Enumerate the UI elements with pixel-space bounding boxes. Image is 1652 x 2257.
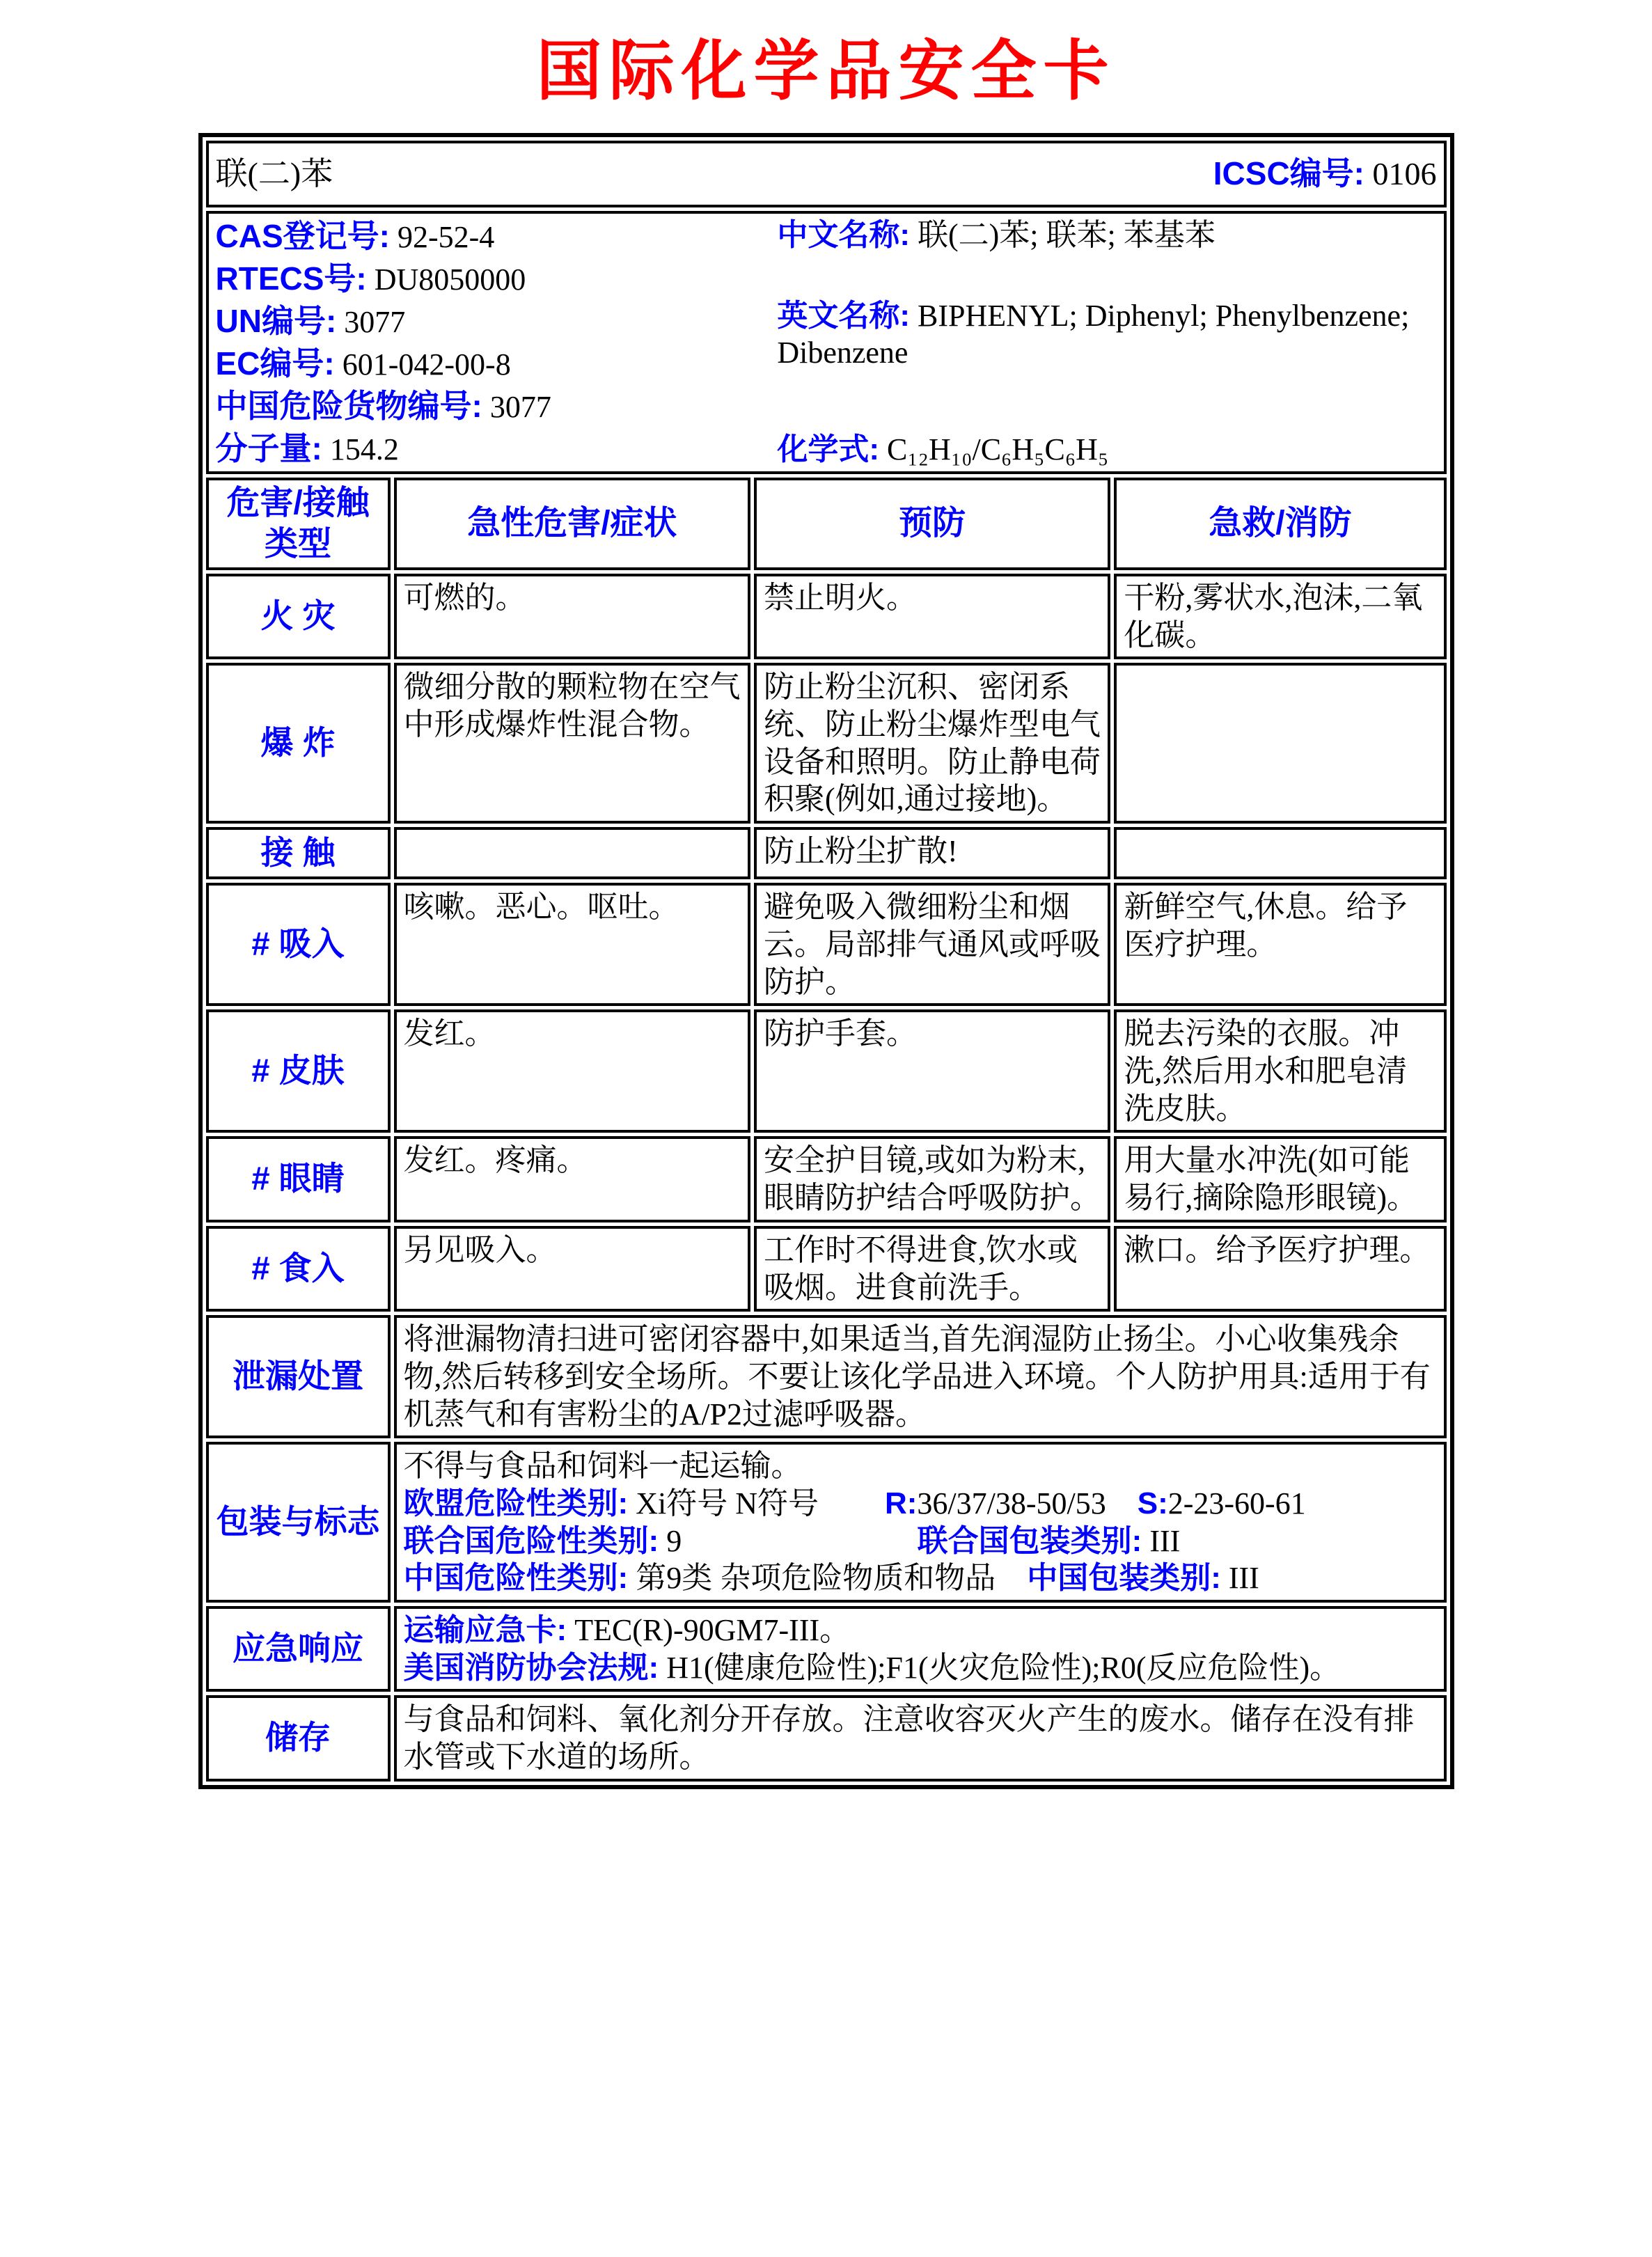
contact-symptoms: [394, 827, 750, 879]
row-label-ingestion: # 食入: [206, 1226, 391, 1312]
inhalation-prevention: 避免吸入微细粉尘和烟云。局部排气通风或呼吸防护。: [754, 883, 1110, 1006]
row-label-explosion: 爆 炸: [206, 663, 391, 824]
eyes-symptoms: 发红。疼痛。: [394, 1136, 750, 1222]
chinese-name: 中文名称: 联(二)苯; 联苯; 苯基苯: [777, 218, 1216, 252]
ec-number: EC编号: 601-042-00-8: [215, 345, 511, 382]
row-label-storage: 储存: [206, 1695, 391, 1781]
china-dangerous-goods-number: 中国危险货物编号: 3077: [215, 388, 551, 425]
cas-number: CAS登记号: 92-52-4: [215, 218, 495, 254]
section-row-packaging: [206, 1442, 1447, 1603]
emergency-tec: 运输应急卡: TEC(R)-90GM7-III。: [403, 1612, 851, 1647]
skin-first-aid: 脱去污染的衣服。冲洗,然后用水和肥皂清洗皮肤。: [1114, 1009, 1446, 1133]
row-label-contact: 接 触: [206, 827, 391, 879]
un-number: UN编号: 3077: [215, 303, 406, 340]
icsc-number-label: ICSC编号:: [1213, 155, 1364, 192]
row-label-packaging: 包装与标志: [206, 1442, 391, 1603]
icsc-card-table: [198, 133, 1454, 1789]
header-hazard-type: 危害/接触 类型: [206, 478, 391, 570]
hazard-row-ingestion: [206, 1226, 1447, 1312]
packaging-eu-class: 欧盟危险性类别: Xi符号 N符号 R:36/37/38-50/53 S:2-23-60-61: [403, 1486, 1306, 1520]
fire-first-aid: 干粉,雾状水,泡沫,二氧化碳。: [1114, 574, 1446, 659]
row-label-spill: 泄漏处置: [206, 1315, 391, 1438]
emergency-nfpa: 美国消防协会法规: H1(健康危险性);F1(火灾危险性);R0(反应危险性)。: [403, 1650, 1341, 1685]
spill-text: 将泄漏物清扫进可密闭容器中,如果适当,首先润湿防止扬尘。小心收集残余物,然后转移到安全场所。不要让该化学品进入环境。个人防护用具:适用于有机蒸气和有害粉尘的A/P2过滤呼吸器。: [394, 1315, 1447, 1438]
row-label-fire: 火 灾: [206, 574, 391, 659]
explosion-prevention: 防止粉尘沉积、密闭系统、防止粉尘爆炸型电气设备和照明。防止静电荷积聚(例如,通过接地)。: [754, 663, 1110, 824]
ingestion-prevention: 工作时不得进食,饮水或吸烟。进食前洗手。: [754, 1226, 1110, 1312]
page-title: 国际化学品安全卡: [536, 33, 1116, 109]
molecular-weight: 分子量: 154.2: [215, 430, 399, 467]
row-label-skin: # 皮肤: [206, 1009, 391, 1133]
ingestion-first-aid: 漱口。给予医疗护理。: [1114, 1226, 1446, 1312]
eyes-first-aid: 用大量水冲洗(如可能易行,摘除隐形眼镜)。: [1114, 1136, 1446, 1222]
identifier-list: [216, 217, 778, 469]
packaging-content: [394, 1442, 1447, 1603]
chemical-name: 联(二)苯: [215, 155, 333, 191]
inhalation-first-aid: 新鲜空气,休息。给予医疗护理。: [1114, 883, 1446, 1006]
hazard-row-eyes: [206, 1136, 1447, 1222]
contact-first-aid: [1114, 827, 1446, 879]
fire-symptoms: 可燃的。: [394, 574, 750, 659]
hazard-row-contact: [206, 827, 1447, 879]
fire-prevention: 禁止明火。: [754, 574, 1110, 659]
header-first-aid: 急救/消防: [1114, 478, 1446, 570]
hazard-row-fire: [206, 574, 1447, 659]
contact-prevention: 防止粉尘扩散!: [754, 827, 1110, 879]
row-label-eyes: # 眼睛: [206, 1136, 391, 1222]
ingestion-symptoms: 另见吸入。: [394, 1226, 750, 1312]
chemical-formula: 化学式: C₁₂H₁₀/C₆H₅C₆H₅: [777, 432, 1109, 467]
skin-symptoms: 发红。: [394, 1009, 750, 1133]
english-name: 英文名称: BIPHENYL; Diphenyl; Phenylbenzene; Dibenzene: [777, 298, 1410, 370]
packaging-un-class: 联合国危险性类别: 9 联合国包装类别: III: [403, 1523, 1181, 1558]
icsc-number-value: 0106: [1372, 156, 1437, 192]
packaging-cn-class: 中国危险性类别: 第9类 杂项危险物质和物品 中国包装类别: III: [403, 1561, 1259, 1596]
title-row: [206, 141, 1447, 207]
explosion-first-aid: [1114, 663, 1446, 824]
skin-prevention: 防护手套。: [754, 1009, 1110, 1133]
row-label-inhalation: # 吸入: [206, 883, 391, 1006]
rtecs-number: RTECS号: DU8050000: [215, 260, 526, 297]
explosion-symptoms: 微细分散的颗粒物在空气中形成爆炸性混合物。: [394, 663, 750, 824]
hazard-row-inhalation: [206, 883, 1447, 1006]
emergency-content: [394, 1606, 1447, 1692]
hazard-row-explosion: [206, 663, 1447, 824]
hazard-row-skin: [206, 1009, 1447, 1133]
packaging-transport-note: 不得与食品和饲料一起运输。: [403, 1449, 802, 1484]
section-row-storage: [206, 1695, 1447, 1781]
inhalation-symptoms: 咳嗽。恶心。呕吐。: [394, 883, 750, 1006]
header-acute-symptoms: 急性危害/症状: [394, 478, 750, 570]
section-row-emergency: [206, 1606, 1447, 1692]
header-prevention: 预防: [754, 478, 1110, 570]
name-formula-block: [777, 217, 1436, 469]
section-row-spill: [206, 1315, 1447, 1438]
row-label-emergency: 应急响应: [206, 1606, 391, 1692]
eyes-prevention: 安全护目镜,或如为粉末,眼睛防护结合呼吸防护。: [754, 1136, 1110, 1222]
identifiers-row: [206, 211, 1447, 474]
storage-text: 与食品和饲料、氧化剂分开存放。注意收容灭火产生的废水。储存在没有排水管或下水道的场所。: [394, 1695, 1447, 1781]
hazard-header-row: [206, 478, 1447, 570]
